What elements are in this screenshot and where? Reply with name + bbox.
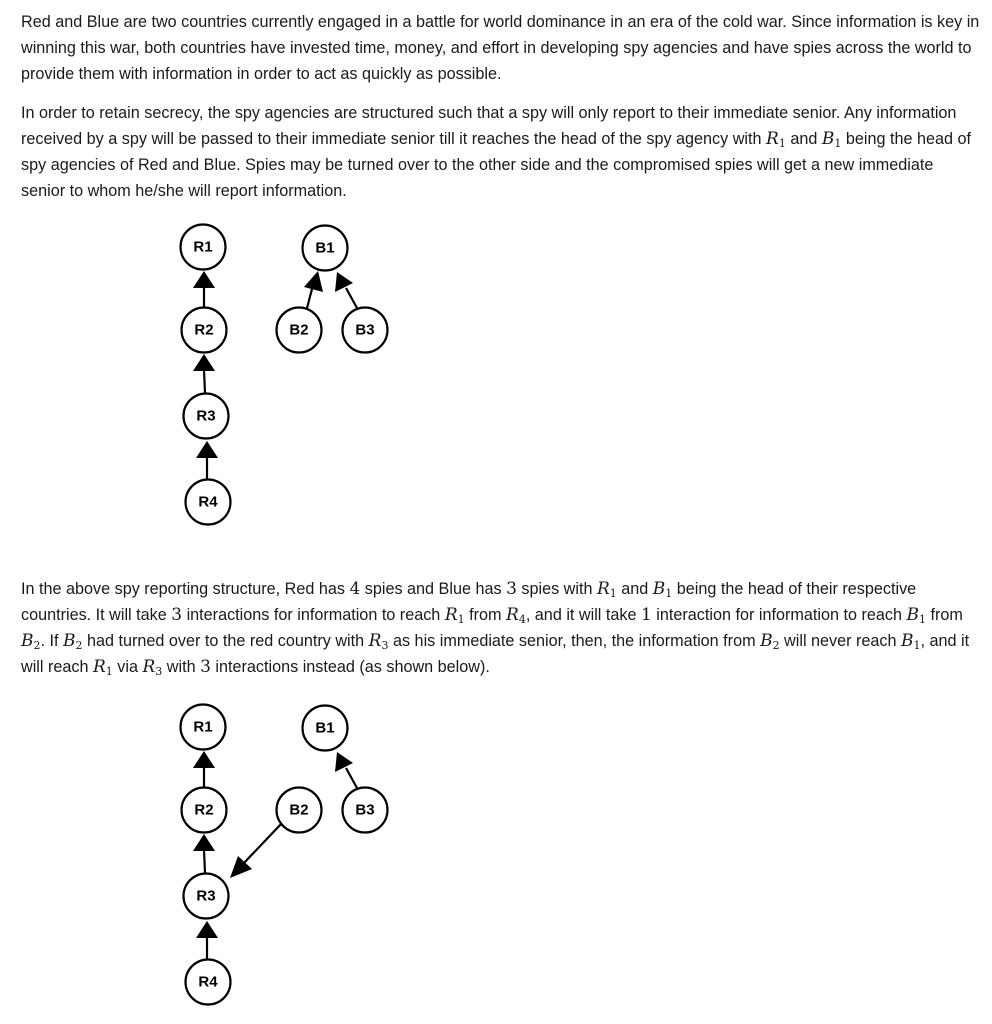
text-run: via — [112, 658, 143, 676]
text-run: , and it will reach — [21, 632, 970, 676]
math-symbol: $B_1$ — [901, 631, 921, 652]
edge-r4-to-r3 — [196, 921, 218, 959]
math-symbol: $B_1$ — [821, 129, 842, 150]
svg-text:B3: B3 — [355, 801, 375, 819]
example-paragraph — [21, 576, 981, 680]
edge-b3-to-b1 — [335, 272, 357, 308]
node-b1 — [303, 226, 348, 271]
svg-text:B3: B3 — [355, 321, 375, 339]
text-run: will never reach — [779, 632, 902, 650]
text-run: and — [616, 580, 653, 598]
math-symbol: $R_3$ — [142, 657, 163, 678]
node-r2 — [182, 308, 227, 353]
text-run: , and it will take — [525, 606, 641, 624]
text-run: spies and Blue has — [360, 580, 507, 598]
spy-structure-diagram — [0, 215, 992, 525]
text-run: being the head of spy agencies of Red and Blue. Spies may be turned over to the other side and the compromised spies will get a new immediate senior to whom he/she will report information. — [21, 130, 971, 200]
math-symbol: $R_3$ — [368, 631, 389, 652]
text-run: from — [925, 606, 963, 624]
svg-text:R2: R2 — [194, 321, 214, 339]
svg-text:B1: B1 — [315, 239, 335, 257]
node-b3 — [343, 308, 388, 353]
math-symbol: $B_2$ — [760, 631, 780, 652]
node-r3 — [184, 394, 229, 439]
math-symbol: $R_1$ — [766, 129, 786, 150]
text-run: spies with — [516, 580, 597, 598]
svg-text:R2: R2 — [194, 801, 214, 819]
node-r4 — [186, 960, 231, 1005]
node-b2 — [277, 788, 322, 833]
svg-text:B1: B1 — [315, 719, 335, 737]
svg-text:R3: R3 — [196, 407, 216, 425]
math-symbol: $B_1$ — [906, 605, 926, 626]
edge-r4-to-r3 — [196, 441, 218, 479]
edge-b2-to-r3 — [230, 823, 282, 878]
math-symbol: $R_4$ — [506, 605, 526, 626]
text-run: interactions for information to reach — [182, 606, 445, 624]
math-symbol: $B_2$ — [63, 631, 83, 652]
text-run: In order to retain secrecy, the spy agencies are structured such that a spy will only report to their immediate senior. Any information received by a spy will be passed to their immediate senior till it reaches the head of the spy agency with — [21, 104, 957, 148]
node-b2 — [277, 308, 322, 353]
edge-r3-to-r2 — [193, 834, 215, 873]
math-number: 3 — [200, 657, 211, 677]
edge-r2-to-r1 — [193, 751, 215, 787]
node-r1 — [181, 705, 226, 750]
text-run: from — [464, 606, 506, 624]
math-number: 3 — [171, 605, 183, 625]
intro-paragraph: Red and Blue are two countries currently engaged in a battle for world dominance in an era of the cold war. Since information is key in winning this war, both countries have invested time, money, and effort in developing spy agencies and have spies across the world to provide them with information in order to act as quickly as possible. — [21, 13, 980, 83]
node-r2 — [182, 788, 227, 833]
structure-paragraph — [21, 100, 981, 204]
math-symbol: $R_1$ — [444, 605, 465, 626]
text-run: . If — [40, 632, 63, 650]
text-run: In the above spy reporting structure, Red has — [21, 580, 350, 598]
edge-b2-to-b1 — [304, 271, 323, 308]
svg-text:B2: B2 — [289, 321, 309, 339]
svg-text:R1: R1 — [193, 718, 213, 736]
math-number: 1 — [640, 605, 652, 625]
text-run: interactions instead (as shown below). — [210, 658, 490, 676]
math-symbol: $R_1$ — [596, 579, 617, 600]
edge-r2-to-r1 — [193, 271, 215, 307]
svg-text:R1: R1 — [193, 238, 213, 256]
svg-text:B2: B2 — [289, 801, 309, 819]
text-run: had turned over to the red country with — [82, 632, 369, 650]
math-number: 3 — [506, 579, 517, 599]
math-symbol: $R_1$ — [92, 657, 113, 678]
node-r3 — [184, 874, 229, 919]
svg-text:R4: R4 — [198, 493, 218, 511]
text-run: and — [785, 130, 822, 148]
svg-text:R4: R4 — [198, 973, 218, 991]
edge-r3-to-r2 — [193, 354, 215, 393]
node-b1 — [303, 706, 348, 751]
math-symbol: $B_2$ — [21, 631, 41, 652]
text-run: as his immediate senior, then, the information from — [388, 632, 761, 650]
text-run: being the head of their respective countries. It will take — [21, 580, 917, 624]
node-r4 — [186, 480, 231, 525]
edge-b3-to-b1 — [335, 752, 357, 788]
text-run: with — [162, 658, 201, 676]
turned-spy-structure-diagram — [0, 695, 992, 1005]
math-symbol: $B_1$ — [652, 579, 673, 600]
text-run: interaction for information to reach — [651, 606, 907, 624]
math-number: 4 — [349, 579, 361, 599]
node-r1 — [181, 225, 226, 270]
svg-text:R3: R3 — [196, 887, 216, 905]
node-b3 — [343, 788, 388, 833]
